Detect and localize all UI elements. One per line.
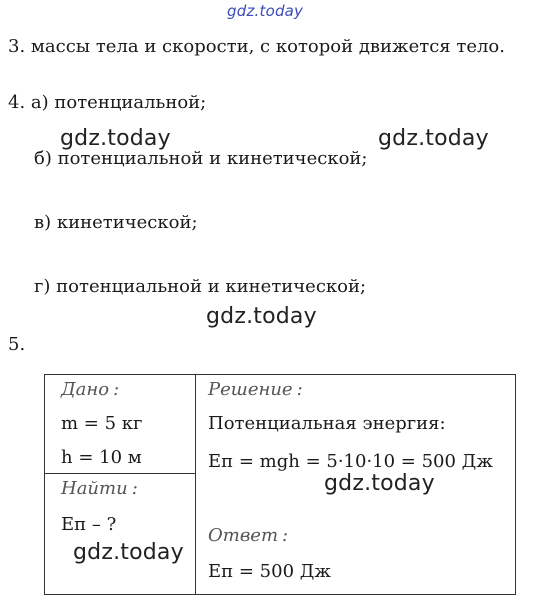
given-label: Дано: [61, 379, 110, 400]
watermark-table-right: gdz.today: [324, 471, 435, 496]
answer-3: 3. массы тела и скорости, с которой движется тело.: [8, 36, 505, 57]
solution-title: Потенциальная энергия:: [208, 413, 446, 434]
given-height: h = 10 м: [61, 447, 142, 468]
watermark-right-mid: gdz.today: [378, 126, 489, 151]
watermark-left-mid: gdz.today: [60, 126, 171, 151]
answer-colon: :: [282, 525, 289, 546]
find-colon: :: [131, 478, 138, 499]
given-colon: :: [113, 379, 120, 400]
answer-heading: [208, 525, 288, 546]
solution-formula: Eп = mgh = 5·10·10 = 500 Дж: [208, 451, 493, 472]
answer-value: Eп = 500 Дж: [208, 561, 331, 582]
task-table: [44, 374, 516, 595]
solution-cell: [196, 375, 516, 595]
solution-label: Решение: [208, 379, 293, 400]
answer-4a: 4. а) потенциальной;: [8, 92, 207, 113]
answer-5: 5.: [8, 334, 26, 355]
find-label: Найти: [61, 478, 128, 499]
given-mass: m = 5 кг: [61, 413, 143, 434]
solution-heading: [208, 379, 303, 400]
answer-4g: г) потенциальной и кинетической;: [34, 276, 367, 297]
watermark-center: gdz.today: [206, 304, 317, 329]
solution-colon: :: [296, 379, 303, 400]
given-heading: [61, 379, 119, 400]
find-cell: [45, 474, 196, 595]
find-heading: [61, 478, 138, 499]
watermark-top: gdz.today: [227, 2, 304, 20]
answer-4b: б) потенциальной и кинетической;: [34, 148, 368, 169]
watermark-table-left: gdz.today: [73, 540, 184, 565]
find-value: Eп – ?: [61, 514, 117, 535]
answer-4v: в) кинетической;: [34, 212, 198, 233]
given-cell: [45, 375, 196, 474]
answer-label: Ответ: [208, 525, 279, 546]
